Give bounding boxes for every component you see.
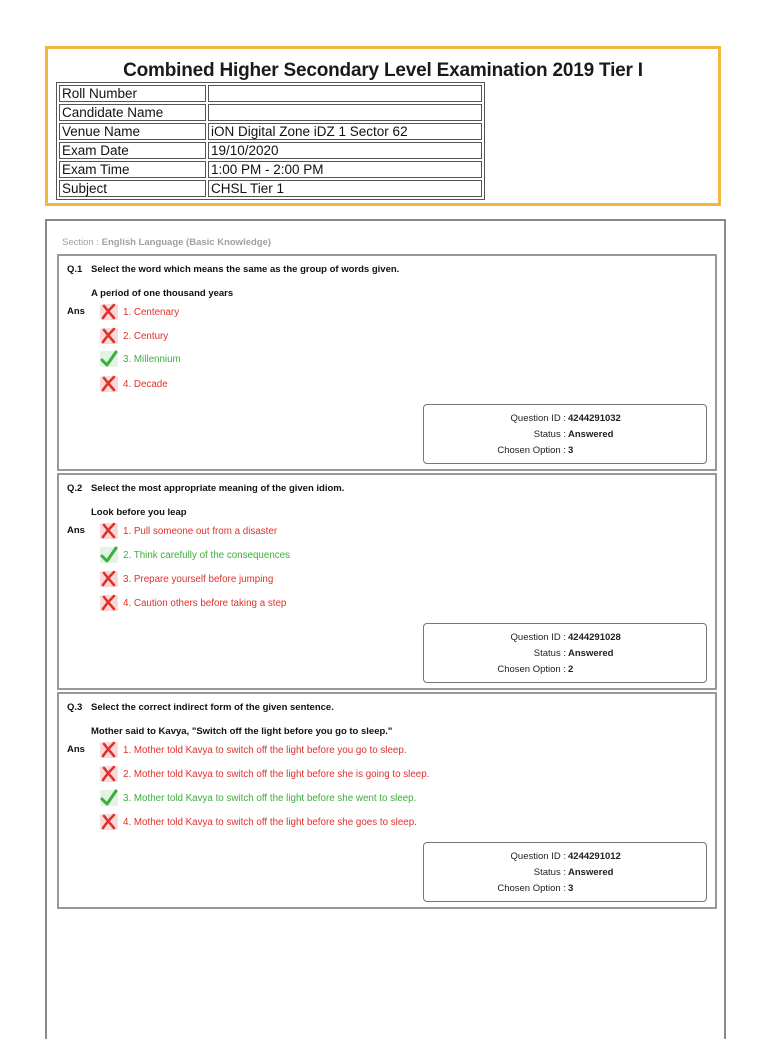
status-label: Status : xyxy=(533,648,566,659)
question-id-value: 4244291032 xyxy=(568,413,621,424)
cross-icon xyxy=(99,570,119,588)
question-id-label: Question ID : xyxy=(510,632,566,643)
question-id-label: Question ID : xyxy=(510,851,566,862)
option-text: 2. Mother told Kavya to switch off the light before she is going to sleep. xyxy=(123,768,430,780)
table-row xyxy=(59,180,482,197)
option-1 xyxy=(99,522,277,540)
chosen-option-label: Chosen Option : xyxy=(497,445,566,456)
cross-icon xyxy=(99,594,119,612)
question-stem: Look before you leap xyxy=(91,507,187,518)
response-sheet xyxy=(45,219,726,1039)
row-value: 19/10/2020 xyxy=(208,142,482,159)
question-id-value: 4244291012 xyxy=(568,851,621,862)
option-text: 4. Caution others before taking a step xyxy=(123,597,287,609)
status-value: Answered xyxy=(568,648,614,659)
question-info-box xyxy=(423,404,707,464)
section-prefix: Section : xyxy=(62,237,102,248)
check-icon xyxy=(99,789,119,807)
cross-icon xyxy=(99,813,119,831)
option-text: 3. Millennium xyxy=(123,353,181,365)
chosen-option-value: 2 xyxy=(568,664,574,675)
ans-label: Ans xyxy=(67,525,85,536)
question-id-value: 4244291028 xyxy=(568,632,621,643)
question-block-3 xyxy=(57,692,717,909)
cross-icon xyxy=(99,375,119,393)
question-text: Select the most appropriate meaning of the given idiom. xyxy=(91,483,345,494)
row-value: iON Digital Zone iDZ 1 Sector 62 xyxy=(208,123,482,140)
chosen-option-value: 3 xyxy=(568,883,574,894)
row-label: Candidate Name xyxy=(59,104,206,121)
table-row xyxy=(59,123,482,140)
row-label: Venue Name xyxy=(59,123,206,140)
option-2 xyxy=(99,765,429,783)
option-text: 3. Mother told Kavya to switch off the light before she went to sleep. xyxy=(123,792,417,804)
chosen-option-value: 3 xyxy=(568,445,574,456)
row-label: Exam Date xyxy=(59,142,206,159)
candidate-info-table xyxy=(56,82,485,200)
section-name: English Language (Basic Knowledge) xyxy=(101,237,272,248)
option-4 xyxy=(99,375,168,393)
table-row xyxy=(59,161,482,178)
question-info-box xyxy=(423,842,707,902)
row-label: Exam Time xyxy=(59,161,206,178)
option-text: 4. Mother told Kavya to switch off the light before she goes to sleep. xyxy=(123,816,417,828)
row-value xyxy=(208,85,482,102)
question-number: Q.1 xyxy=(67,264,83,275)
row-value xyxy=(208,104,482,121)
option-text: 1. Centenary xyxy=(123,306,180,318)
question-text: Select the word which means the same as the group of words given. xyxy=(91,264,400,275)
exam-header xyxy=(45,46,721,206)
cross-icon xyxy=(99,522,119,540)
option-text: 1. Pull someone out from a disaster xyxy=(123,525,278,537)
check-icon xyxy=(99,350,119,368)
question-block-1 xyxy=(57,254,717,471)
option-2 xyxy=(99,546,290,564)
option-2 xyxy=(99,327,168,345)
option-text: 2. Think carefully of the consequences xyxy=(123,549,291,561)
option-4 xyxy=(99,813,417,831)
cross-icon xyxy=(99,765,119,783)
row-label: Roll Number xyxy=(59,85,206,102)
ans-label: Ans xyxy=(67,744,85,755)
section-title xyxy=(62,237,271,248)
exam-title: Combined Higher Secondary Level Examination 2019 Tier I xyxy=(123,60,643,81)
question-block-2 xyxy=(57,473,717,690)
option-3 xyxy=(99,789,416,807)
ans-label: Ans xyxy=(67,306,85,317)
row-value: CHSL Tier 1 xyxy=(208,180,482,197)
option-3 xyxy=(99,570,273,588)
option-text: 3. Prepare yourself before jumping xyxy=(123,573,274,585)
cross-icon xyxy=(99,741,119,759)
table-row xyxy=(59,85,482,102)
chosen-option-label: Chosen Option : xyxy=(497,664,566,675)
question-number: Q.3 xyxy=(67,702,83,713)
option-text: 4. Decade xyxy=(123,378,168,390)
status-label: Status : xyxy=(533,867,566,878)
cross-icon xyxy=(99,327,119,345)
status-value: Answered xyxy=(568,867,614,878)
question-stem: Mother said to Kavya, "Switch off the light before you go to sleep." xyxy=(91,726,393,737)
check-icon xyxy=(99,546,119,564)
question-info-box xyxy=(423,623,707,683)
table-row xyxy=(59,104,482,121)
option-1 xyxy=(99,741,407,759)
status-label: Status : xyxy=(533,429,566,440)
option-1 xyxy=(99,303,179,321)
row-value: 1:00 PM - 2:00 PM xyxy=(208,161,482,178)
option-4 xyxy=(99,594,286,612)
option-text: 1. Mother told Kavya to switch off the light before you go to sleep. xyxy=(123,744,407,756)
status-value: Answered xyxy=(568,429,614,440)
question-text: Select the correct indirect form of the given sentence. xyxy=(91,702,334,713)
chosen-option-label: Chosen Option : xyxy=(497,883,566,894)
option-text: 2. Century xyxy=(123,330,169,342)
question-id-label: Question ID : xyxy=(510,413,566,424)
row-label: Subject xyxy=(59,180,206,197)
cross-icon xyxy=(99,303,119,321)
option-3 xyxy=(99,350,181,368)
table-row xyxy=(59,142,482,159)
question-number: Q.2 xyxy=(67,483,83,494)
question-stem: A period of one thousand years xyxy=(91,288,234,299)
